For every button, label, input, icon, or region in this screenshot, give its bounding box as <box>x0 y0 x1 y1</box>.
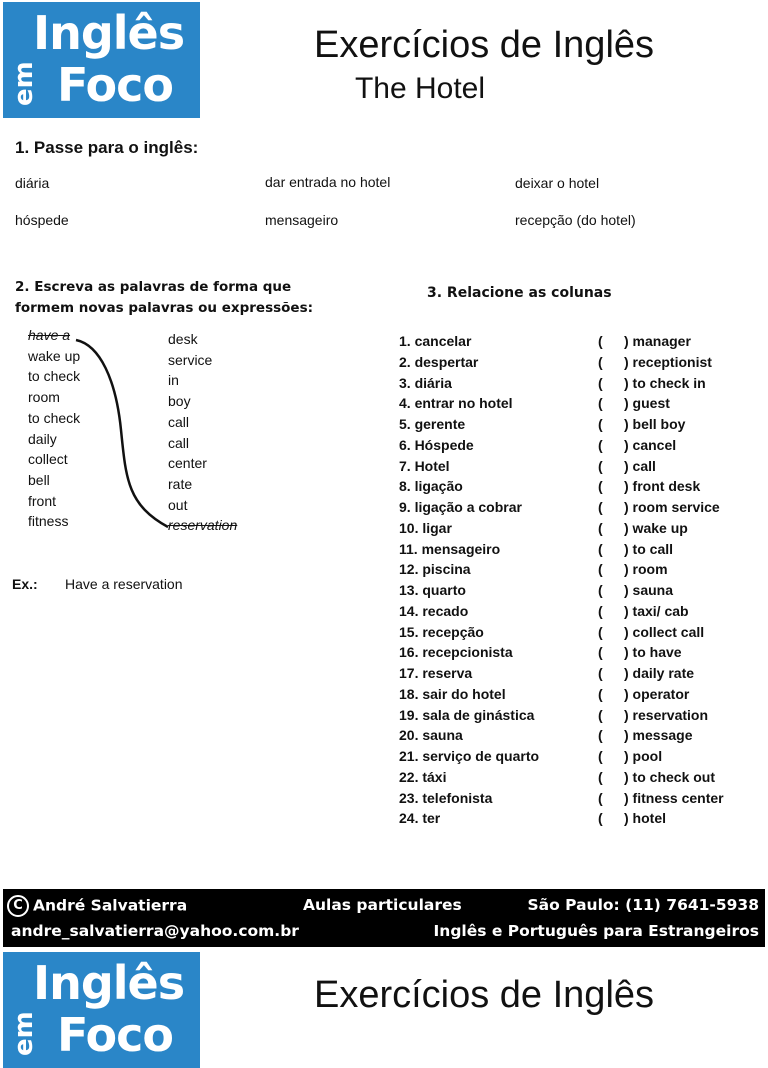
page-title: Exercícios de Inglês <box>313 24 655 66</box>
match-right-item: ) wake up <box>624 519 688 536</box>
logo-repeat <box>3 952 200 1068</box>
logo <box>3 2 200 118</box>
footer-author-block <box>7 895 187 917</box>
match-right-item: ) fitness center <box>624 789 724 806</box>
word-left-item: daily <box>28 430 57 447</box>
match-left-item: 16. recepcionista <box>399 644 513 661</box>
match-right-item: ) to check in <box>624 374 706 391</box>
section1-heading: 1. Passe para o inglês: <box>15 138 199 157</box>
match-left-item: 17. reserva <box>399 665 473 681</box>
answer-blank[interactable]: ( <box>598 810 603 827</box>
word-left-item: room <box>28 389 60 406</box>
section2-heading-line1: 2. Escreva as palavras de forma que <box>15 279 292 295</box>
match-left-item: 6. Hóspede <box>399 436 474 453</box>
answer-blank[interactable]: ( <box>598 789 603 806</box>
match-left-item: 10. ligar <box>399 519 452 536</box>
vocab-word: recepção (do hotel) <box>515 212 636 228</box>
match-right-item: ) room service <box>624 499 720 515</box>
match-right-item: ) reservation <box>624 706 709 723</box>
answer-blank[interactable]: ( <box>598 436 603 453</box>
logo-repeat-em: em <box>9 1011 39 1056</box>
match-left-item: 14. recado <box>399 602 469 619</box>
match-left-item: 9. ligação a cobrar <box>399 499 522 515</box>
word-left-item: to check <box>28 409 81 426</box>
match-right-item: ) collect call <box>624 623 705 640</box>
vocab-word: hóspede <box>15 212 69 228</box>
answer-blank[interactable]: ( <box>598 374 603 391</box>
word-left-item: fitness <box>28 513 69 530</box>
match-right-item: ) to check out <box>624 768 716 785</box>
match-right-item: ) taxi/ cab <box>624 602 689 619</box>
match-right-item: ) daily rate <box>624 665 695 681</box>
footer-languages: Inglês e Português para Estrangeiros <box>433 922 759 940</box>
answer-blank[interactable]: ( <box>598 685 603 702</box>
match-left-item: 4. entrar no hotel <box>399 395 513 412</box>
word-left-item: to check <box>28 368 81 385</box>
match-right-item: ) to call <box>624 540 674 557</box>
match-right-item: ) pool <box>624 748 663 764</box>
footer-author: André Salvatierra <box>33 896 188 915</box>
match-right-item: ) bell boy <box>624 416 686 432</box>
answer-blank[interactable]: ( <box>598 353 603 370</box>
vocab-word: diária <box>15 175 50 191</box>
match-right-item: ) to have <box>624 644 682 661</box>
page-title-repeat: Exercícios de Inglês <box>313 974 655 1016</box>
word-right-item: in <box>168 372 179 389</box>
match-right-item: ) guest <box>624 395 670 412</box>
match-left-item: 13. quarto <box>399 582 466 598</box>
word-column-right <box>168 329 237 536</box>
match-left-item: 20. sauna <box>399 727 463 744</box>
match-right-item: ) room <box>624 561 668 578</box>
match-left-item: 3. diária <box>399 374 452 391</box>
word-left-item: have a <box>28 327 71 343</box>
match-right-item: ) call <box>624 457 656 474</box>
example-text: Have a reservation <box>65 576 183 592</box>
match-left-item: 23. telefonista <box>399 789 493 806</box>
vocab-word: deixar o hotel <box>515 175 600 191</box>
vocab-word: dar entrada no hotel <box>265 174 391 190</box>
answer-blank[interactable]: ( <box>598 602 603 619</box>
page-subtitle: The Hotel <box>354 72 486 105</box>
match-left-item: 18. sair do hotel <box>399 685 506 702</box>
match-left-item: 15. recepção <box>399 623 484 640</box>
answer-blank[interactable]: ( <box>598 457 603 474</box>
vocab-word: mensageiro <box>265 212 339 228</box>
word-right-item: boy <box>168 393 191 410</box>
footer-phone: São Paulo: (11) 7641-5938 <box>527 896 759 914</box>
word-left-item: collect <box>28 451 68 468</box>
footer-bar <box>3 889 765 947</box>
answer-blank[interactable]: ( <box>598 623 603 640</box>
word-left-item: front <box>28 492 57 509</box>
answer-blank[interactable]: ( <box>598 727 603 744</box>
answer-blank[interactable]: ( <box>598 706 603 723</box>
match-right-item: ) hotel <box>624 810 666 827</box>
answer-blank[interactable]: ( <box>598 499 603 515</box>
match-right-item: ) sauna <box>624 582 674 598</box>
match-left-item: 19. sala de ginástica <box>399 706 535 723</box>
word-right-item: call <box>168 413 190 430</box>
logo-em: em <box>9 61 39 106</box>
answer-blank[interactable]: ( <box>598 768 603 785</box>
answer-blank[interactable]: ( <box>598 395 603 412</box>
example-label: Ex.: <box>12 576 38 592</box>
match-left-item: 2. despertar <box>399 353 479 370</box>
connector-curve <box>76 340 168 527</box>
word-right-item: service <box>168 351 213 368</box>
match-left-item: 24. ter <box>399 810 441 827</box>
answer-blank[interactable]: ( <box>598 416 603 432</box>
answer-blank[interactable]: ( <box>598 540 603 557</box>
match-left-item: 5. gerente <box>399 416 466 432</box>
word-right-item: out <box>168 496 188 513</box>
word-left-item: wake up <box>28 347 81 364</box>
section2-heading-line2: formem novas palavras ou expressões: <box>15 300 314 316</box>
answer-blank[interactable]: ( <box>598 519 603 536</box>
match-left-item: 11. mensageiro <box>399 540 501 557</box>
section3-heading: 3. Relacione as colunas <box>427 285 612 301</box>
section2-heading <box>15 277 345 319</box>
logo-line1: Inglês <box>33 6 185 60</box>
word-right-item: desk <box>168 331 198 347</box>
answer-blank[interactable]: ( <box>598 582 603 598</box>
logo-repeat-line2: Foco <box>57 1008 174 1062</box>
copyright-icon: C <box>7 895 29 917</box>
match-right-item: ) manager <box>624 333 691 349</box>
word-left-item: bell <box>28 471 50 488</box>
footer-classes: Aulas particulares <box>303 896 462 914</box>
logo-repeat-line1: Inglês <box>33 956 185 1010</box>
answer-blank[interactable]: ( <box>598 748 603 764</box>
match-left-item: 21. serviço de quarto <box>399 748 540 764</box>
answer-blank[interactable]: ( <box>598 333 603 349</box>
footer-email[interactable]: andre_salvatierra@yahoo.com.br <box>11 922 299 940</box>
word-right-item: call <box>168 434 190 451</box>
match-left-item: 22. táxi <box>399 768 447 785</box>
match-right-item: ) message <box>624 727 693 744</box>
answer-blank[interactable]: ( <box>598 644 603 661</box>
match-right-item: ) receptionist <box>624 353 712 370</box>
match-left-item: 1. cancelar <box>399 333 472 349</box>
word-right-item: rate <box>168 475 193 492</box>
word-column-left <box>28 325 80 532</box>
match-right-item: ) cancel <box>624 436 677 453</box>
word-right-item: center <box>168 455 207 472</box>
match-left-item: 8. ligação <box>399 478 463 495</box>
answer-blank[interactable]: ( <box>598 478 603 495</box>
match-left-item: 7. Hotel <box>399 457 450 474</box>
answer-blank[interactable]: ( <box>598 665 603 681</box>
match-right-item: ) operator <box>624 685 690 702</box>
answer-blank[interactable]: ( <box>598 561 603 578</box>
word-right-item: reservation <box>168 517 238 534</box>
match-left-item: 12. piscina <box>399 561 471 578</box>
logo-line2: Foco <box>57 58 174 112</box>
match-right-item: ) front desk <box>624 478 701 495</box>
